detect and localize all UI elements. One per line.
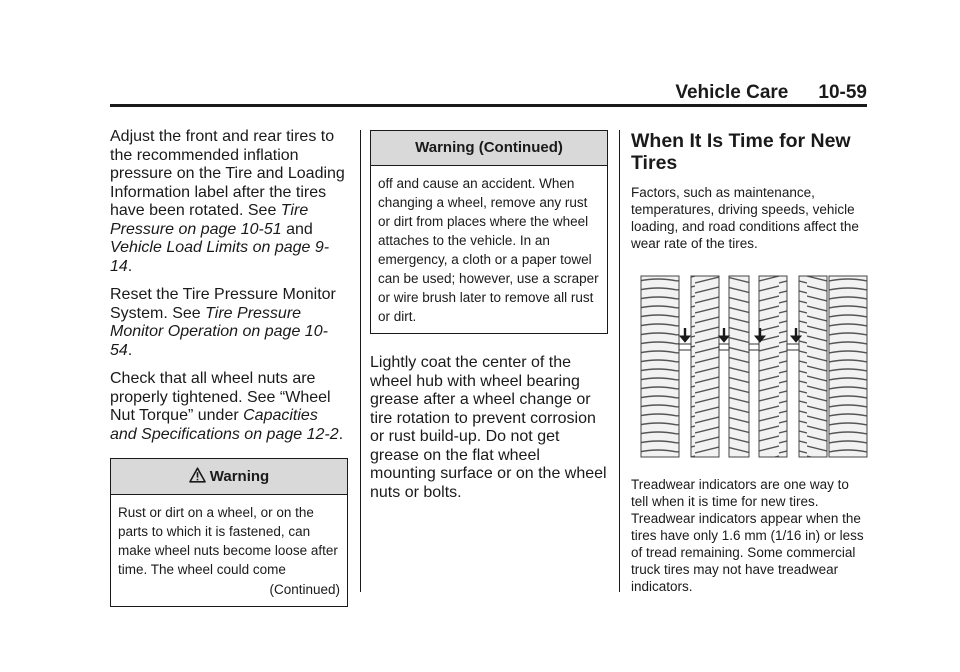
paragraph-wheel-hub-grease: Lightly coat the center of the wheel hub with wheel bearing grease after a wheel change or tire rotation to prevent corrosion or rust build-up. Do not get grease on the flat wheel mounting surface or on the wheel nuts or bolts. (370, 354, 607, 501)
wear-bar (679, 344, 691, 350)
ref-vehicle-load-limits[interactable]: Vehicle Load Limits on page 9-14 (110, 239, 330, 275)
page-header (110, 82, 867, 104)
text: Reset the Tire Pressure Monitor System. See (110, 286, 336, 322)
down-arrow-icon (680, 328, 690, 342)
tread-rib (829, 276, 867, 457)
paragraph-adjust-tires (110, 128, 348, 276)
warning-title: Warning (209, 468, 270, 485)
text: Check that all wheel nuts are properly tightened. See “Wheel Nut Torque” under (110, 370, 331, 424)
section-heading: When It Is Time for New Tires (631, 130, 851, 174)
paragraph-wear-factors: Factors, such as maintenance, temperatures, driving speeds, vehicle loading, and road conditions affect the wear rate of the tires. (631, 185, 859, 251)
down-arrow-icon (719, 328, 729, 342)
warning-box (110, 458, 348, 607)
wear-bar (749, 344, 759, 350)
column-2 (370, 128, 608, 512)
warning-continued-body: off and cause an accident. When changing a wheel, remove any rust or dirt from places where the wheel attaches to the vehicle. In an emergency, a cloth or a paper towel can be used; however, use a scraper or wire brush later to remove all rust or dirt. (378, 176, 599, 324)
column-divider-2 (619, 130, 620, 592)
tread-rib (691, 276, 719, 457)
continued-label: (Continued) (269, 582, 340, 597)
warning-continued-box (370, 130, 608, 334)
tread-rib (759, 276, 787, 457)
ref-capacities-specifications[interactable]: Capacities and Specifications on page 12-2 (110, 407, 339, 443)
page-number: 10-59 (818, 82, 867, 103)
column-1 (110, 128, 348, 607)
column-3 (631, 128, 869, 603)
treadwear-indicator-illustration (639, 274, 869, 459)
column-divider-1 (360, 130, 361, 592)
tread-rib (641, 276, 679, 457)
text: Adjust the front and rear tires to the recommended inflation pressure on the Tire and Loading Information label after the tires have been rotated. See (110, 128, 345, 219)
section-title: Vehicle Care (675, 82, 789, 103)
warning-header (111, 459, 347, 495)
warning-text: Rust or dirt on a wheel, or on the parts to which it is fastened, can make wheel nuts become loose after time. The wheel could come (118, 505, 338, 577)
warning-body (111, 495, 347, 606)
tread-rib (799, 276, 827, 457)
text: . (127, 341, 133, 359)
paragraph-reset-tpms (110, 286, 348, 360)
text: and (281, 220, 313, 238)
warning-continued-header: Warning (Continued) (371, 131, 607, 166)
ref-tire-pressure[interactable]: Tire Pressure on page 10-51 (110, 202, 309, 238)
header-rule (110, 104, 867, 107)
wear-bar (719, 344, 729, 350)
text: . (127, 257, 133, 275)
text: . (338, 425, 344, 443)
paragraph-check-wheel-nuts (110, 370, 348, 444)
warning-triangle-icon (189, 467, 206, 483)
wear-bar (787, 344, 799, 350)
tread-rib (729, 276, 749, 457)
paragraph-treadwear-indicators: Treadwear indicators are one way to tell when it is time for new tires. Treadwear indicators appear when the tires have only 1.6 mm (1/16 in) or less of tread remaining. Some commercial truck tires may not have treadwear indicators. (631, 477, 864, 594)
ref-tpms-operation[interactable]: Tire Pressure Monitor Operation on page 10-54 (110, 304, 328, 359)
